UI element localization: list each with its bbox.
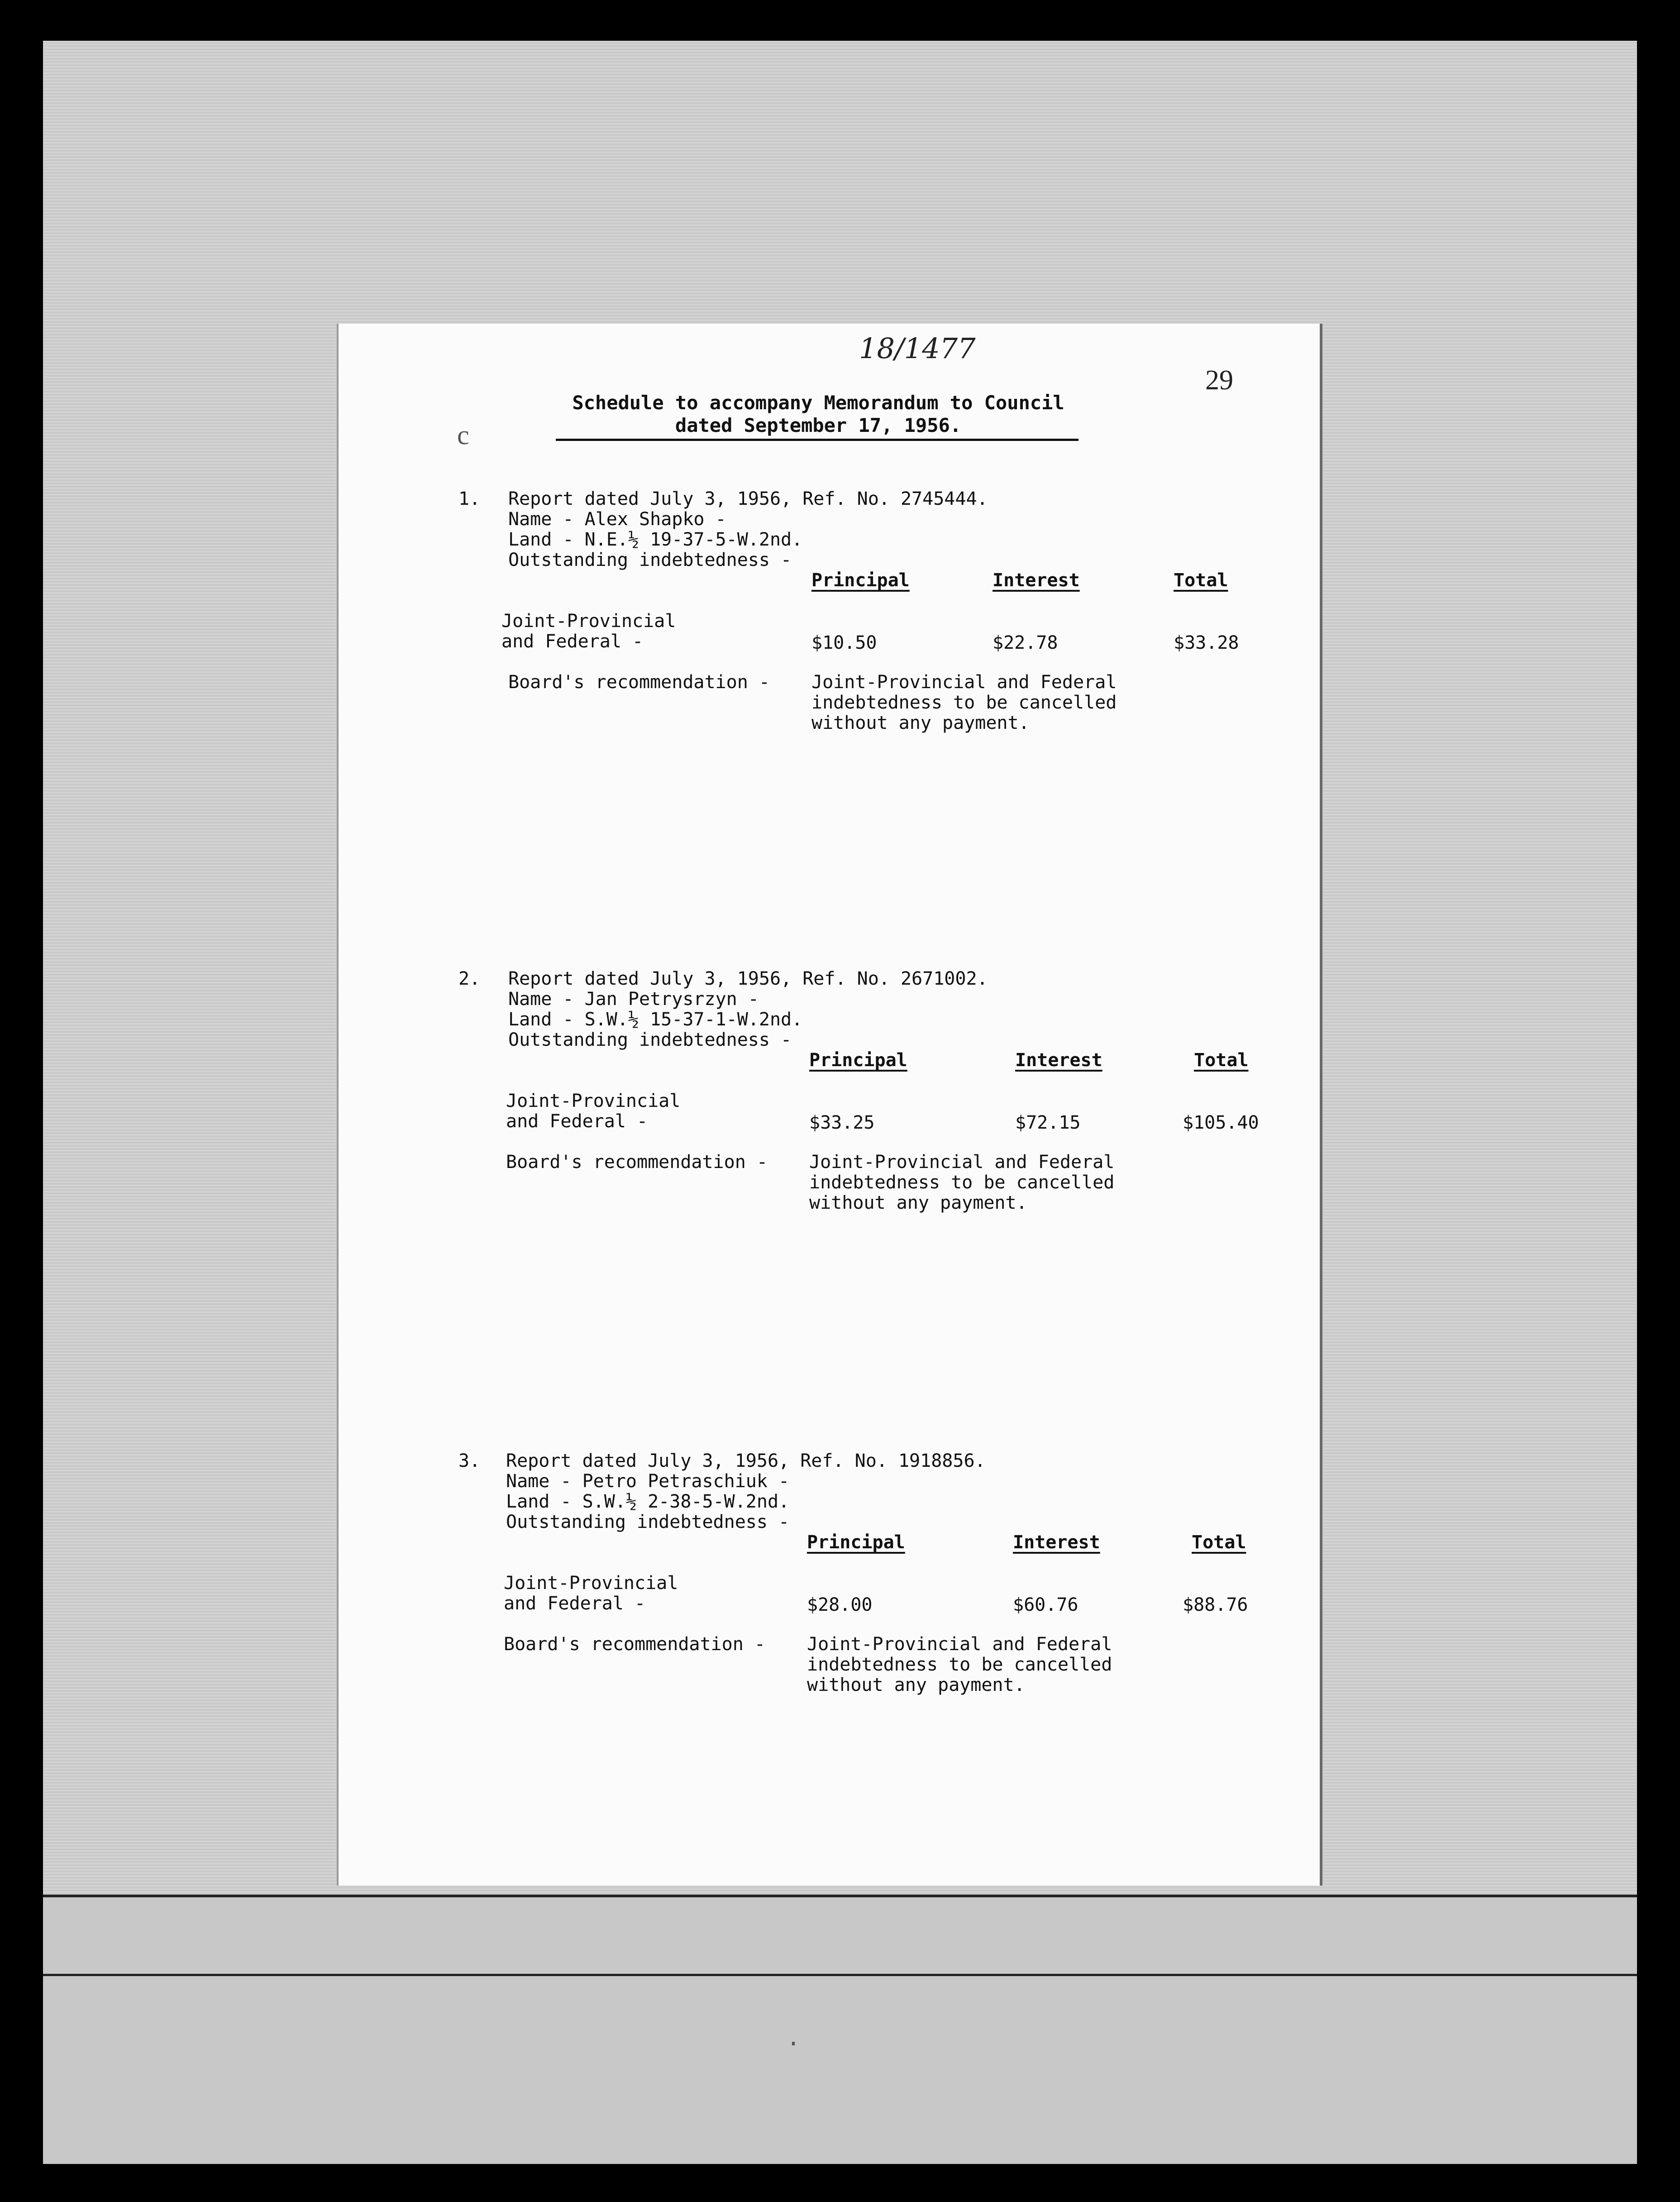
recommendation-line-3: without any payment.: [807, 1675, 1025, 1695]
principal-amount: $33.25: [809, 1112, 875, 1133]
interest-amount: $22.78: [993, 632, 1058, 653]
category-line-2: and Federal -: [504, 1593, 646, 1614]
interest-header: Interest: [1015, 1050, 1102, 1071]
principal-header: Principal: [809, 1050, 907, 1071]
principal-header: Principal: [811, 570, 910, 591]
schedule-entry: [339, 1451, 1320, 1704]
category-line-1: Joint-Provincial: [504, 1573, 678, 1594]
interest-amount: $72.15: [1015, 1112, 1081, 1133]
title-line-1: Schedule to accompany Memorandum to Council: [572, 392, 1064, 414]
total-amount: $105.40: [1183, 1112, 1259, 1133]
report-line: Report dated July 3, 1956, Ref. No. 2671002.: [508, 968, 988, 989]
category-line-2: and Federal -: [506, 1111, 648, 1132]
recommendation-label: Board's recommendation -: [508, 672, 770, 693]
entry-number: 2.: [458, 968, 481, 989]
scan-lower-area: [43, 1897, 1637, 2164]
punch-hole-mark: c: [457, 420, 469, 450]
schedule-entry: [339, 488, 1320, 733]
principal-amount: $10.50: [811, 632, 877, 653]
name-line: Name - Petro Petraschiuk -: [506, 1471, 790, 1492]
title-underline: [556, 439, 1079, 441]
report-line: Report dated July 3, 1956, Ref. No. 1918856.: [506, 1450, 986, 1471]
recommendation-line-2: indebtedness to be cancelled: [807, 1654, 1112, 1675]
dust-speck: [792, 2042, 795, 2045]
entry-number: 3.: [458, 1450, 481, 1471]
report-line: Report dated July 3, 1956, Ref. No. 2745444.: [508, 488, 988, 509]
category-line-1: Joint-Provincial: [506, 1091, 681, 1111]
recommendation-label: Board's recommendation -: [506, 1152, 768, 1173]
title-line-2: dated September 17, 1956.: [675, 414, 962, 436]
total-amount: $88.76: [1183, 1594, 1248, 1615]
category-line-1: Joint-Provincial: [501, 611, 676, 632]
outstanding-line: Outstanding indebtedness -: [508, 550, 792, 570]
category-line-2: and Federal -: [501, 631, 644, 652]
handwritten-file-reference: 18/1477: [859, 332, 976, 365]
recommendation-line-1: Joint-Provincial and Federal: [809, 1152, 1115, 1173]
interest-header: Interest: [993, 570, 1080, 591]
total-header: Total: [1194, 1050, 1249, 1071]
recommendation-label: Board's recommendation -: [504, 1634, 765, 1655]
total-amount: $33.28: [1174, 632, 1239, 653]
entry-number: 1.: [458, 488, 481, 509]
document-page: [339, 324, 1320, 1886]
outstanding-line: Outstanding indebtedness -: [506, 1512, 790, 1532]
name-line: Name - Alex Shapko -: [508, 509, 726, 530]
schedule-entry: [339, 969, 1320, 1222]
land-line: Land - S.W.½ 15-37-1-W.2nd.: [508, 1009, 803, 1030]
principal-header: Principal: [807, 1532, 905, 1553]
recommendation-line-1: Joint-Provincial and Federal: [811, 672, 1117, 693]
page-title: [558, 392, 1079, 437]
recommendation-line-2: indebtedness to be cancelled: [809, 1172, 1115, 1193]
recommendation-line-1: Joint-Provincial and Federal: [807, 1634, 1112, 1655]
land-line: Land - S.W.½ 2-38-5-W.2nd.: [506, 1491, 790, 1512]
recommendation-line-3: without any payment.: [809, 1192, 1027, 1213]
total-header: Total: [1174, 570, 1228, 591]
scan-divider-line: [43, 1895, 1637, 1897]
interest-header: Interest: [1013, 1532, 1100, 1553]
land-line: Land - N.E.½ 19-37-5-W.2nd.: [508, 529, 803, 550]
total-header: Total: [1192, 1532, 1246, 1553]
page-number: 29: [1205, 365, 1233, 396]
principal-amount: $28.00: [807, 1594, 873, 1615]
name-line: Name - Jan Petrysrzyn -: [508, 989, 759, 1010]
outstanding-line: Outstanding indebtedness -: [508, 1029, 792, 1050]
recommendation-line-3: without any payment.: [811, 713, 1030, 733]
recommendation-line-2: indebtedness to be cancelled: [811, 692, 1117, 713]
interest-amount: $60.76: [1013, 1594, 1079, 1615]
scan-divider-line: [43, 1974, 1637, 1976]
